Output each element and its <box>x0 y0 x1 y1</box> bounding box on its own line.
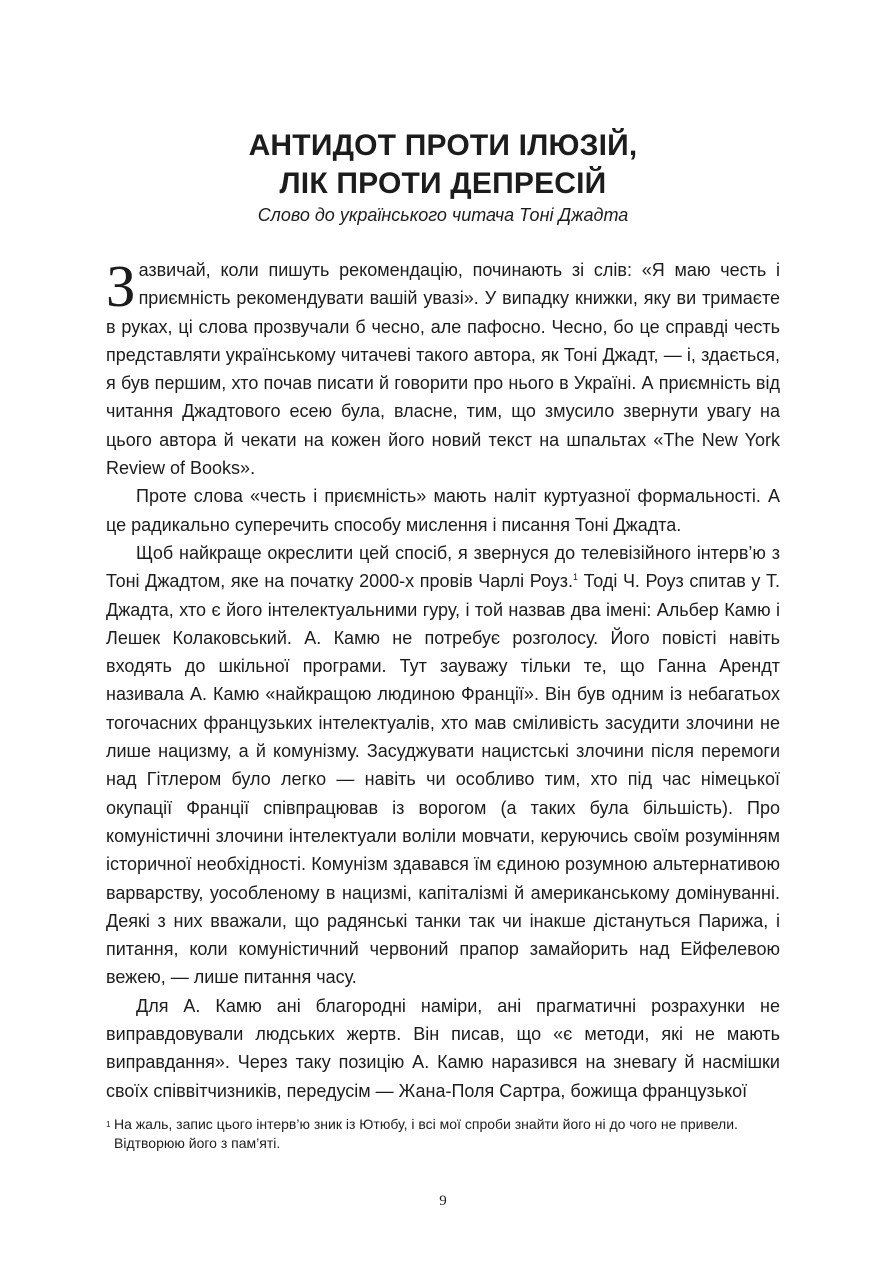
footnote: 1 На жаль, запис цього інтерв’ю зник із Ютюбу, і всі мої спроби знайти його ні до чого не привели. Відтворюю його з пам’яті. <box>106 1115 782 1153</box>
paragraph-1-text: азвичай, коли пишуть рекомендацію, починають зі слів: «Я маю честь і приємність рекомендувати вашій увазі». У випадку книжки, яку ви тримаєте в руках, ці слова прозвучали б чесно, але пафосно. Чесно, бо це справді честь представляти українському читачеві такого автора, як Тоні Джадт, — і, здається, я був першим, хто почав писати й говорити про нього в Україні. А приємність від читання Джадтового есею була, власне, тим, що змусило звернути увагу на цього автора й чекати на кожен його новий текст на шпальтах «The New York Review of Books». <box>106 260 780 479</box>
paragraph-4: Для А. Камю ані благородні наміри, ані прагматичні розрахунки не виправдовували людських жертв. Він писав, що «є методи, які не мають виправдання». Через таку позицію А. Камю наразився на зневагу й насмішки своїх співвітчизників, передусім — Жана-Поля Сартра, божища французької <box>106 995 780 1101</box>
page-number: 9 <box>439 1193 447 1209</box>
paragraph-1 <box>106 253 780 482</box>
chapter-title-line-2: ЛІК ПРОТИ ДЕПРЕСІЙ <box>279 167 607 200</box>
chapter-title-line-1: АНТИДОТ ПРОТИ ІЛЮЗІЙ, <box>248 129 638 162</box>
paragraph-3-text-start: Щоб найкраще окреслити цей спосіб, я звернуся до телевізійного інтерв’ю з Тоні Джадтом, яке на початку 2000-х провів Чарлі Роуз. <box>106 542 780 592</box>
paragraph-3 <box>106 539 780 992</box>
footnote-text: На жаль, запис цього інтерв’ю зник із Ютюбу, і всі мої спроби знайти його ні до чого не привели. Відтворюю його з пам’яті. <box>114 1116 738 1151</box>
paragraph-2: Проте слова «честь і приємність» мають наліт куртуазної формальності. А це радикально суперечить способу мислення і писання Тоні Джадта. <box>106 486 780 535</box>
paragraph-3-text-end: Тоді Ч. Роуз спитав у Т. Джадта, хто є його інтелектуальними гуру, і той назвав два імені: Альбер Камю і Лешек Колаковський. А. Камю не потребує розголосу. Його повісті навіть входять до шкільної програми. Тут зауважу тільки те, що Ганна Арендт називала А. Камю «найкращою людиною Франції». Він був одним із небагатьох тогочасних французьких інтелектуалів, хто мав сміливість засудити злочини не лише нацизму, а й комунізму. Засуджувати нацистські злочини після перемоги над Гітлером було легко — навіть чи особливо тим, хто під час німецької окупації Франції співпрацював із ворогом (а таких була більшість). Про комуністичні злочини інтелектуали воліли мовчати, керуючись своїм розумінням історичної необхідності. Комунізм здавався їм єдиною розумною альтернативою варварству, уособленому в нацизмі, капіталізмі й американському домінуванні. Деякі з них вважали, що радянські танки так чи інакше дістануться Парижа, і питання, коли комуністичний червоний прапор замайорить над Ейфелевою вежею, — лише питання часу. <box>106 571 781 988</box>
footnote-reference: 1 <box>573 572 579 583</box>
chapter-subtitle: Слово до українського читача Тоні Джадта <box>257 205 629 225</box>
body-text <box>106 253 781 1105</box>
drop-cap: З <box>106 253 136 319</box>
